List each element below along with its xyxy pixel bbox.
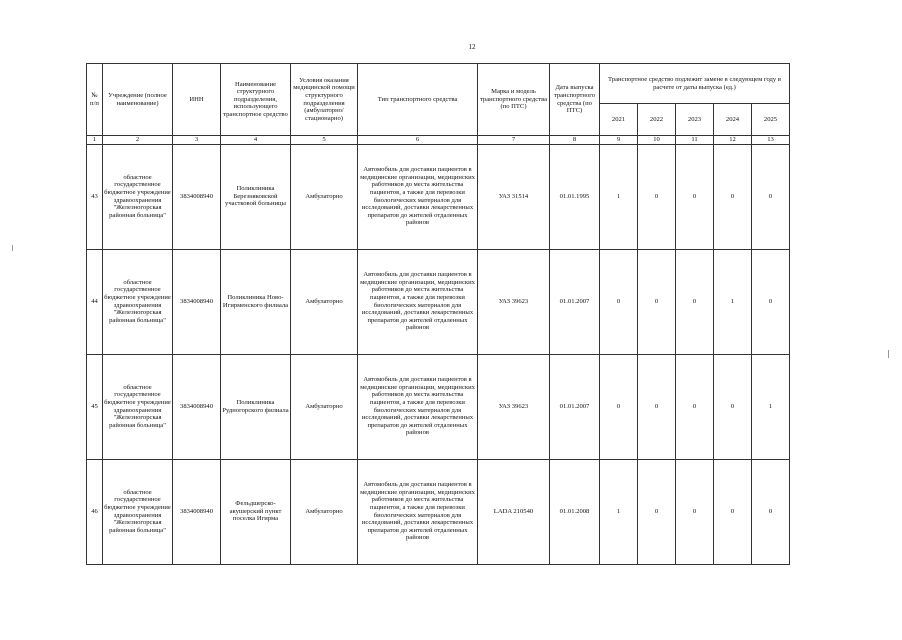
row-inn: 3834008940: [173, 249, 221, 354]
column-number: 7: [478, 136, 550, 145]
header-vehicle-type: Тип транспортного средства: [358, 64, 478, 136]
table-row: [87, 144, 790, 249]
column-number: 6: [358, 136, 478, 145]
row-2021: 1: [600, 144, 638, 249]
header-subdivision: Наименование структурного подразделения, использующего транспортное средство: [221, 64, 291, 136]
row-model: УАЗ 39623: [478, 354, 550, 459]
column-number-row: [87, 136, 790, 145]
header-conditions: Условия оказания медицинской помощи структурного подразделения (амбулаторно/ стационарно): [291, 64, 358, 136]
page-number: 12: [468, 43, 476, 51]
row-2025: 1: [752, 354, 790, 459]
row-model: УАЗ 39623: [478, 249, 550, 354]
row-2025: 0: [752, 249, 790, 354]
row-2024: 1: [714, 249, 752, 354]
column-number: 4: [221, 136, 291, 145]
row-institution: областное государственное бюджетное учреждение здравоохранения "Железногорская районная больница": [103, 144, 173, 249]
row-2023: 0: [676, 354, 714, 459]
row-2021: 0: [600, 354, 638, 459]
header-num: № п/п: [87, 64, 103, 136]
column-number: 13: [752, 136, 790, 145]
header-year-2022: 2022: [638, 104, 676, 136]
column-number: 5: [291, 136, 358, 145]
column-number: 9: [600, 136, 638, 145]
row-vehicle-type: Автомобиль для доставки пациентов в медицинские организации, медицинских работников до места жительства пациентов, а также для перевозки биологических материалов для исследований, доставки лекарственных препаратов до жителей отдаленных районов: [358, 354, 478, 459]
row-2022: 0: [638, 354, 676, 459]
column-number: 3: [173, 136, 221, 145]
row-conditions: Амбулаторно: [291, 144, 358, 249]
row-vehicle-type: Автомобиль для доставки пациентов в медицинские организации, медицинских работников до места жительства пациентов, а также для перевозки биологических материалов для исследований, доставки лекарственных препаратов до жителей отдаленных районов: [358, 459, 478, 564]
column-number: 12: [714, 136, 752, 145]
scan-mark: [12, 245, 13, 251]
table-row: [87, 354, 790, 459]
row-2023: 0: [676, 459, 714, 564]
row-conditions: Амбулаторно: [291, 459, 358, 564]
row-vehicle-type: Автомобиль для доставки пациентов в медицинские организации, медицинских работников до места жительства пациентов, а также для перевозки биологических материалов для исследований, доставки лекарственных препаратов до жителей отдаленных районов: [358, 249, 478, 354]
column-number: 2: [103, 136, 173, 145]
table-row: [87, 249, 790, 354]
row-conditions: Амбулаторно: [291, 249, 358, 354]
row-num: 45: [87, 354, 103, 459]
row-2025: 0: [752, 459, 790, 564]
row-2023: 0: [676, 249, 714, 354]
row-release-date: 01.01.2008: [550, 459, 600, 564]
row-model: LADA 210540: [478, 459, 550, 564]
column-number: 10: [638, 136, 676, 145]
row-2022: 0: [638, 249, 676, 354]
table-row: [87, 459, 790, 564]
vehicle-table: [86, 63, 790, 565]
header-replacement: Транспортное средство подлежит замене в следующем году в расчете от даты выпуска (ед.): [600, 64, 790, 104]
row-institution: областное государственное бюджетное учреждение здравоохранения "Железногорская районная больница": [103, 354, 173, 459]
row-2022: 0: [638, 144, 676, 249]
header-year-2024: 2024: [714, 104, 752, 136]
row-2025: 0: [752, 144, 790, 249]
row-release-date: 01.01.2007: [550, 354, 600, 459]
header-year-2021: 2021: [600, 104, 638, 136]
header-release-date: Дата выпуска транспортного средства (по ПТС): [550, 64, 600, 136]
row-num: 44: [87, 249, 103, 354]
header-year-2023: 2023: [676, 104, 714, 136]
row-2021: 1: [600, 459, 638, 564]
column-number: 8: [550, 136, 600, 145]
header-institution: Учреждение (полное наименование): [103, 64, 173, 136]
row-inn: 3834008940: [173, 144, 221, 249]
row-subdivision: Фельдшерско-акушерский пункт поселка Игирма: [221, 459, 291, 564]
row-vehicle-type: Автомобиль для доставки пациентов в медицинские организации, медицинских работников до места жительства пациентов, а также для перевозки биологических материалов для исследований, доставки лекарственных препаратов до жителей отдаленных районов: [358, 144, 478, 249]
column-number: 11: [676, 136, 714, 145]
row-conditions: Амбулаторно: [291, 354, 358, 459]
row-model: УАЗ 31514: [478, 144, 550, 249]
row-num: 46: [87, 459, 103, 564]
row-inn: 3834008940: [173, 459, 221, 564]
row-2024: 0: [714, 144, 752, 249]
row-num: 43: [87, 144, 103, 249]
row-subdivision: Поликлиника Ново-Игирменского филиала: [221, 249, 291, 354]
row-subdivision: Поликлиника Рудногорского филиала: [221, 354, 291, 459]
column-number: 1: [87, 136, 103, 145]
row-2024: 0: [714, 459, 752, 564]
row-release-date: 01.01.2007: [550, 249, 600, 354]
row-inn: 3834008940: [173, 354, 221, 459]
header-model: Марка и модель транспортного средства (по ПТС): [478, 64, 550, 136]
header-row-1: [87, 64, 790, 104]
row-institution: областное государственное бюджетное учреждение здравоохранения "Железногорская районная больница": [103, 249, 173, 354]
row-subdivision: Поликлиника Березняковской участковой больницы: [221, 144, 291, 249]
row-release-date: 01.01.1995: [550, 144, 600, 249]
row-2021: 0: [600, 249, 638, 354]
row-institution: областное государственное бюджетное учреждение здравоохранения "Железногорская районная больница": [103, 459, 173, 564]
row-2024: 0: [714, 354, 752, 459]
scan-mark: [888, 350, 889, 358]
row-2023: 0: [676, 144, 714, 249]
header-inn: ИНН: [173, 64, 221, 136]
row-2022: 0: [638, 459, 676, 564]
header-year-2025: 2025: [752, 104, 790, 136]
